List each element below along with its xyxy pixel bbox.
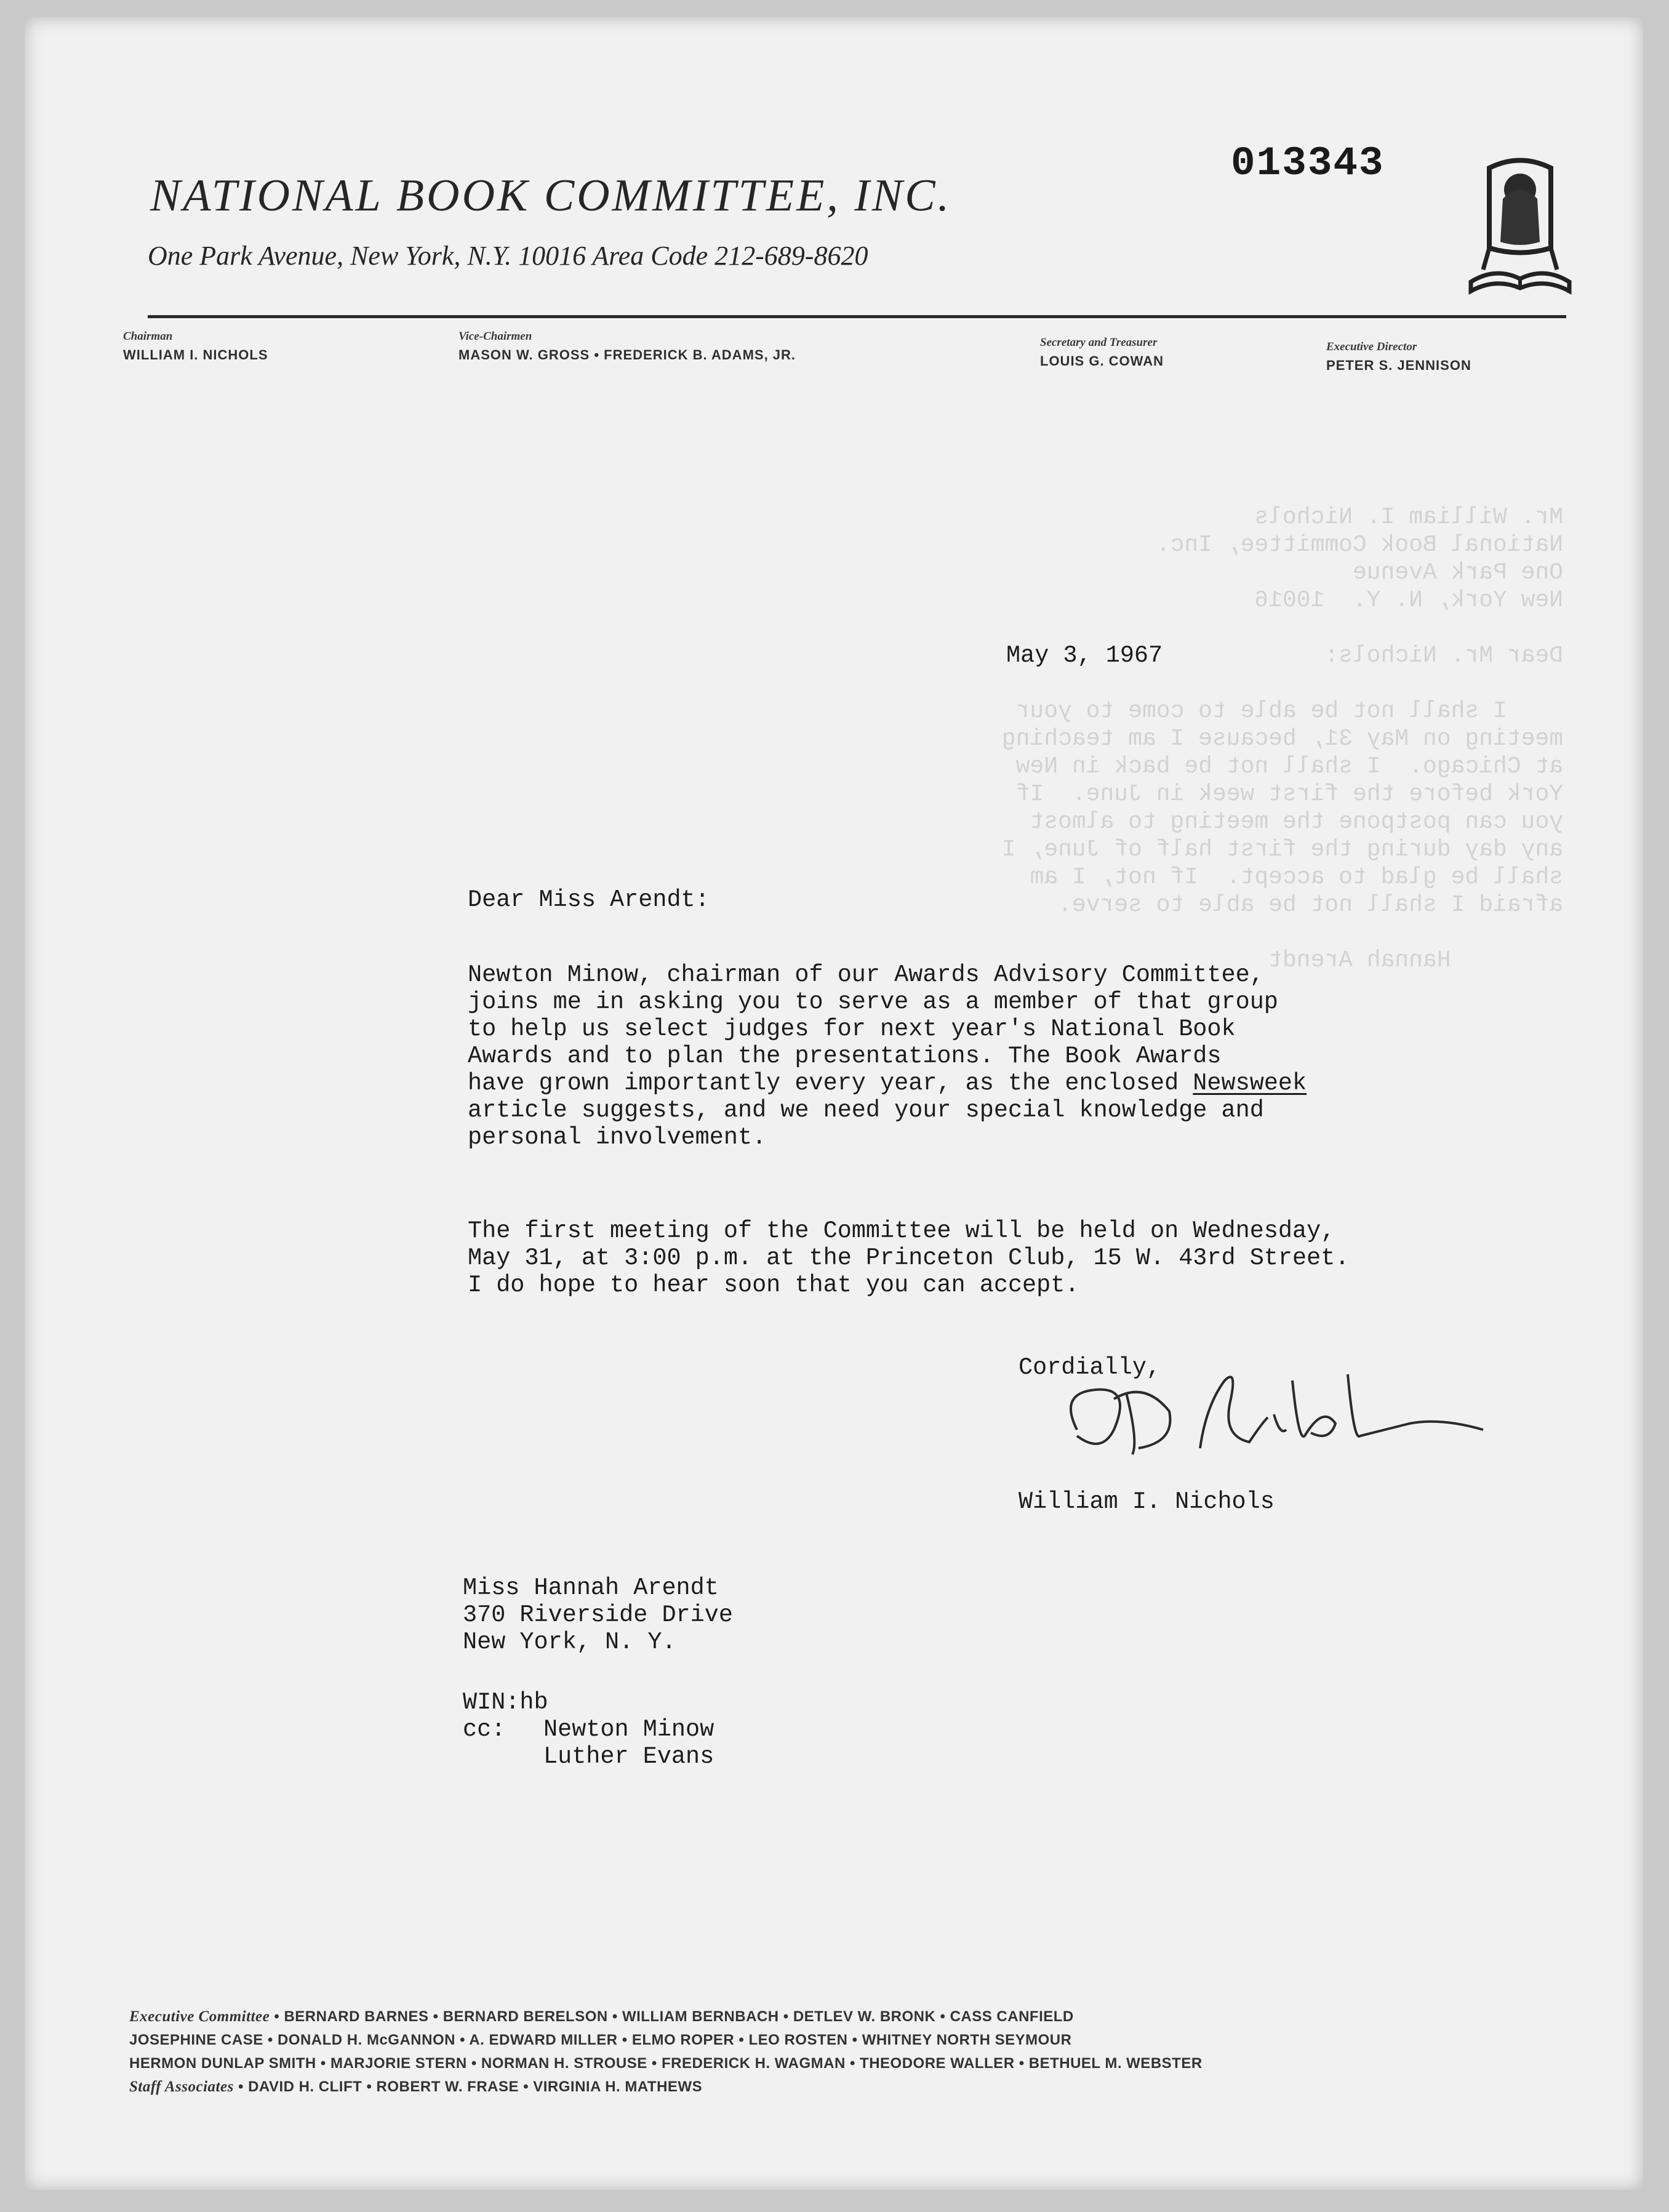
body-line-text: have grown importantly every year, as the enclosed xyxy=(468,1070,1193,1097)
signature-image xyxy=(1040,1356,1502,1479)
body-line: Newton Minow, chairman of our Awards Advisory Committee, xyxy=(468,961,1264,988)
officer-names: WILLIAM I. NICHOLS xyxy=(123,347,268,363)
officer-vice-chairmen xyxy=(458,330,796,363)
officer-names: LOUIS G. COWAN xyxy=(1040,353,1164,369)
footer-line xyxy=(129,2075,1582,2099)
organization-address: One Park Avenue, New York, N.Y. 10016 Area Code 212-689-8620 xyxy=(148,241,868,271)
letter-date: May 3, 1967 xyxy=(1006,642,1163,669)
letter-page xyxy=(25,17,1643,2190)
bleed-through-texture: Mr. William I. Nichols National Book Committee, Inc. One Park Avenue New York, N. Y. 10016 Dear Mr. Nichols: I shall not be able to come to your meeting on May 31, because I am teaching at Chicago. I shall not be back in New York before the first week in June. If you can postpone the meeting to almost any day during the first half of June, I shall be glad to accept. If not, I am afraid I shall not be able to serve. Hannah Arendt xyxy=(1001,504,1563,974)
body-line: article suggests, and we need your special knowledge and xyxy=(468,1097,1264,1124)
officer-names: MASON W. GROSS • FREDERICK B. ADAMS, JR. xyxy=(458,347,796,363)
salutation: Dear Miss Arendt: xyxy=(468,886,710,913)
newsweek-title: Newsweek xyxy=(1193,1070,1307,1097)
officer-role: Chairman xyxy=(123,330,173,343)
signer-name: William I. Nichols xyxy=(1019,1488,1275,1515)
footer-names: • DAVID H. CLIFT • ROBERT W. FRASE • VIRGINIA H. MATHEWS xyxy=(238,2078,703,2095)
officer-names: PETER S. JENNISON xyxy=(1326,358,1471,373)
body-paragraph-2 xyxy=(468,1217,1489,1299)
body-line: joins me in asking you to serve as a member of that group xyxy=(468,988,1278,1016)
typist-initials: WIN:hb xyxy=(463,1689,548,1716)
body-line: to help us select judges for next year's National Book xyxy=(468,1016,1236,1043)
document-number: 013343 xyxy=(1231,140,1385,186)
closing: Cordially, xyxy=(1019,1354,1161,1381)
organization-name: NATIONAL BOOK COMMITTEE, INC. xyxy=(150,170,952,221)
recipient-name: Miss Hannah Arendt xyxy=(463,1574,719,1601)
letterhead-rule xyxy=(148,315,1566,318)
recipient-city: New York, N. Y. xyxy=(463,1629,676,1656)
officer-secretary-treasurer xyxy=(1040,336,1164,369)
footer-names: • BERNARD BARNES • BERNARD BERELSON • WILLIAM BERNBACH • DETLEV W. BRONK • CASS CANFIELD xyxy=(274,2008,1074,2025)
officer-role: Secretary and Treasurer xyxy=(1040,336,1158,349)
officer-role: Vice-Chairmen xyxy=(458,330,532,343)
executive-committee-footer xyxy=(129,2005,1582,2099)
footer-line xyxy=(129,2005,1582,2029)
body-line xyxy=(468,1070,1489,1097)
cc-label: cc: xyxy=(463,1716,506,1743)
officer-executive-director xyxy=(1326,340,1471,374)
body-line: The first meeting of the Committee will be held on Wednesday, xyxy=(468,1217,1335,1244)
cc-recipient: Luther Evans xyxy=(543,1743,714,1770)
cc-recipient: Newton Minow xyxy=(543,1716,714,1743)
footer-label: Staff Associates xyxy=(129,2078,234,2095)
footer-label: Executive Committee xyxy=(129,2008,270,2025)
recipient-street: 370 Riverside Drive xyxy=(463,1601,733,1629)
footer-line: JOSEPHINE CASE • DONALD H. McGANNON • A. EDWARD MILLER • ELMO ROPER • LEO ROSTEN • WHITNEY NORTH SEYMOUR xyxy=(129,2032,1072,2048)
footer-line: HERMON DUNLAP SMITH • MARJORIE STERN • NORMAN H. STROUSE • FREDERICK H. WAGMAN • THEODORE WALLER • BETHUEL M. WEBSTER xyxy=(129,2055,1203,2072)
body-line: May 31, at 3:00 p.m. at the Princeton Club, 15 W. 43rd Street. xyxy=(468,1244,1350,1272)
officer-chairman xyxy=(123,330,268,363)
body-line: Awards and to plan the presentations. The Book Awards xyxy=(468,1043,1222,1070)
reader-with-book-icon xyxy=(1465,156,1575,297)
body-paragraph-1 xyxy=(468,961,1489,1151)
officer-role: Executive Director xyxy=(1326,340,1417,353)
body-line: I do hope to hear soon that you can accept. xyxy=(468,1272,1079,1299)
body-line: personal involvement. xyxy=(468,1124,767,1151)
